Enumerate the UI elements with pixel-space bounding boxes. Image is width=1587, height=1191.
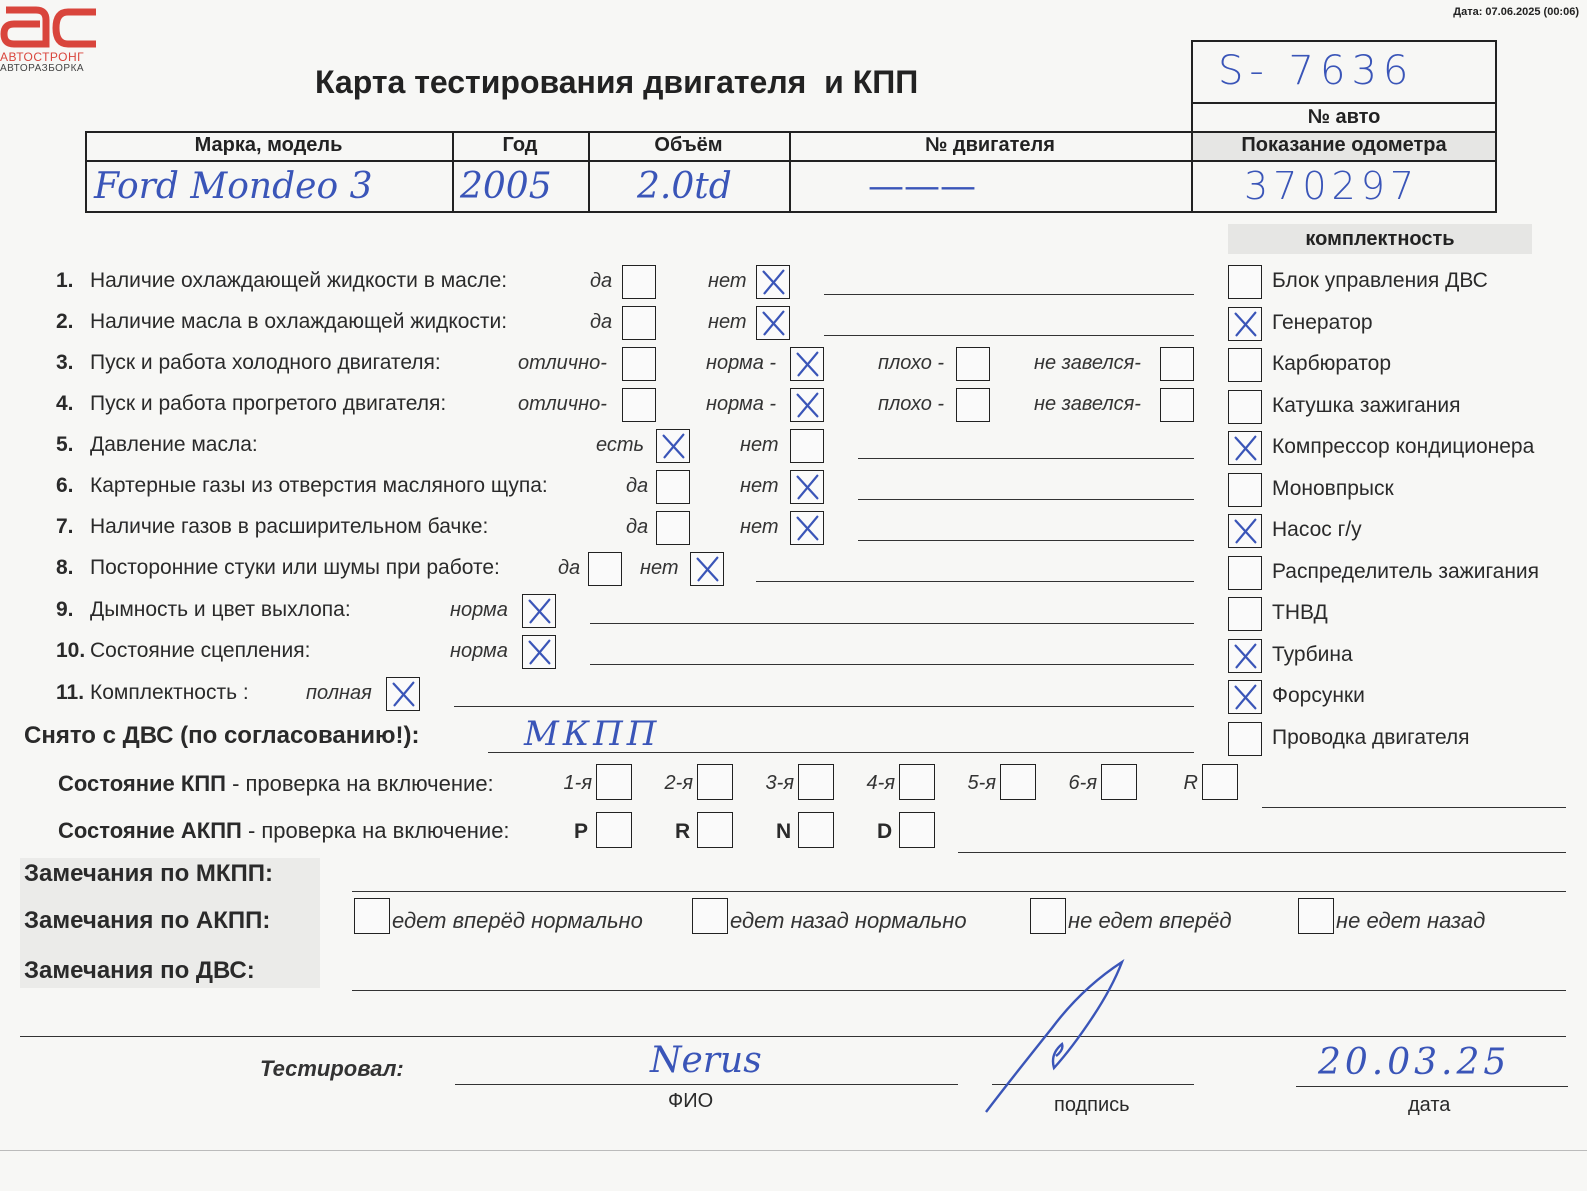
question-3-option-1-checkbox[interactable]	[790, 347, 824, 381]
date-caption: дата	[1408, 1094, 1451, 1116]
akpp-position-checkbox-0[interactable]	[596, 812, 632, 848]
option-label: отлично-	[518, 352, 607, 374]
logo-sub: АВТОРАЗБОРКА	[0, 63, 85, 74]
question-3-option-2-checkbox[interactable]	[956, 347, 990, 381]
option-label: да	[558, 557, 581, 579]
kit-checkbox-9[interactable]	[1228, 639, 1262, 673]
question-number: 4.	[56, 392, 74, 415]
question-text: Картерные газы из отверстия масляного щупа:	[90, 474, 548, 497]
kit-checkbox-0[interactable]	[1228, 265, 1262, 299]
gear-checkbox-2[interactable]	[798, 764, 834, 800]
name-line	[455, 1084, 958, 1085]
date-line	[1296, 1086, 1568, 1087]
header-col-odometer: Показание одометра	[1241, 134, 1447, 156]
answer-line	[858, 540, 1194, 541]
kit-checkbox-1[interactable]	[1228, 307, 1262, 341]
question-number: 6.	[56, 474, 74, 497]
header-col-model: Марка, модель	[194, 134, 343, 156]
answer-line	[590, 623, 1194, 624]
question-number: 8.	[56, 556, 74, 579]
removed-line	[488, 752, 1194, 753]
kit-item-label: Генератор	[1272, 310, 1373, 334]
question-number: 9.	[56, 598, 74, 621]
question-number: 11.	[56, 681, 85, 704]
option-label: норма	[450, 599, 508, 621]
kit-checkbox-2[interactable]	[1228, 348, 1262, 382]
model-value[interactable]: Ford Mondeo 3	[94, 166, 373, 207]
akpp-remark-label: не едет назад	[1336, 908, 1486, 933]
akpp-position-label: N	[776, 820, 792, 843]
kit-checkbox-4[interactable]	[1228, 431, 1262, 465]
kit-item-label: Моновпрыск	[1272, 476, 1394, 500]
option-label: да	[626, 475, 649, 497]
akpp-label-rest: - проверка на включение:	[241, 818, 510, 843]
question-6-option-1-checkbox[interactable]	[790, 470, 824, 504]
akpp-position-label: P	[574, 820, 589, 843]
akpp-position-checkbox-2[interactable]	[798, 812, 834, 848]
question-text: Дымность и цвет выхлопа:	[90, 598, 351, 621]
akpp-position-checkbox-3[interactable]	[899, 812, 935, 848]
akpp-remark-checkbox-3[interactable]	[1298, 898, 1334, 934]
kpp-label-rest: - проверка на включение:	[225, 771, 494, 796]
removed-value[interactable]: МКПП	[524, 714, 661, 754]
logo	[0, 0, 104, 78]
question-text: Пуск и работа холодного двигателя:	[90, 351, 441, 374]
gear-label: 4-я	[866, 772, 895, 794]
question-text: Наличие масла в охлаждающей жидкости:	[90, 310, 508, 333]
question-3-option-3-checkbox[interactable]	[1160, 347, 1194, 381]
question-7-option-1-checkbox[interactable]	[790, 511, 824, 545]
header-row-divider	[85, 160, 1497, 162]
akpp-remark-checkbox-1[interactable]	[692, 898, 728, 934]
answer-line	[858, 458, 1194, 459]
question-8-option-0-checkbox[interactable]	[588, 552, 622, 586]
gear-checkbox-4[interactable]	[1000, 764, 1036, 800]
gear-label: 6-я	[1068, 772, 1097, 794]
option-label: нет	[708, 311, 747, 333]
question-number: 1.	[56, 269, 74, 292]
tested-label: Тестировал:	[260, 1056, 404, 1081]
question-text: Пуск и работа прогретого двигателя:	[90, 392, 447, 415]
option-label: да	[590, 270, 613, 292]
removed-label: Снято с ДВС (по согласованию!):	[24, 722, 420, 749]
question-text: Наличие охлаждающей жидкости в масле:	[90, 269, 508, 292]
question-number: 2.	[56, 310, 74, 333]
question-number: 7.	[56, 515, 74, 538]
question-number: 10.	[56, 639, 86, 662]
option-label: не завелся-	[1034, 393, 1141, 415]
kit-checkbox-8[interactable]	[1228, 597, 1262, 631]
question-number: 3.	[56, 351, 74, 374]
question-number: 5.	[56, 433, 74, 456]
page-edge-line	[0, 1150, 1587, 1151]
option-label: нет	[640, 557, 679, 579]
kit-checkbox-3[interactable]	[1228, 390, 1262, 424]
year-value[interactable]: 2005	[460, 166, 552, 207]
header-col-engine-no: № двигателя	[925, 134, 1055, 156]
option-label: отлично-	[518, 393, 607, 415]
kpp-line	[1262, 807, 1566, 808]
option-label: нет	[740, 516, 779, 538]
remarks-mkpp-label: Замечания по МКПП:	[24, 860, 274, 887]
question-4-option-3-checkbox[interactable]	[1160, 388, 1194, 422]
question-10-option-0-checkbox[interactable]	[522, 635, 556, 669]
question-4-option-2-checkbox[interactable]	[956, 388, 990, 422]
kpp-label-bold: Состояние КПП	[58, 771, 226, 796]
kit-item-label: Форсунки	[1272, 684, 1365, 707]
question-text: Давление масла:	[90, 433, 258, 456]
question-text: Посторонние стуки или шумы при работе:	[90, 556, 500, 579]
name-caption: ФИО	[668, 1090, 714, 1112]
answer-line	[824, 294, 1194, 295]
remarks-akpp-label: Замечания по АКПП:	[24, 907, 271, 934]
akpp-label	[58, 818, 510, 844]
signature-caption: подпись	[1054, 1094, 1130, 1116]
logo-mark-icon	[0, 0, 100, 48]
car-number-value[interactable]: S- 7636	[1218, 48, 1415, 94]
answer-line	[824, 335, 1194, 336]
logo-brand: АВТОСТРОНГ	[0, 50, 85, 64]
tester-name[interactable]: Nerus	[650, 1040, 762, 1081]
akpp-position-label: R	[675, 820, 691, 843]
engine-no-value[interactable]: ———	[868, 166, 976, 207]
kit-item-label: Распределитель зажигания	[1272, 559, 1540, 583]
question-1-option-0-checkbox[interactable]	[622, 265, 656, 299]
akpp-remark-checkbox-2[interactable]	[1030, 898, 1066, 934]
question-1-option-1-checkbox[interactable]	[756, 265, 790, 299]
kpp-label	[58, 771, 494, 797]
gear-checkbox-6[interactable]	[1202, 764, 1238, 800]
question-9-option-0-checkbox[interactable]	[522, 594, 556, 628]
akpp-remark-label: едет назад нормально	[730, 908, 967, 933]
answer-line	[454, 706, 1194, 707]
option-label: нет	[740, 434, 779, 456]
akpp-remark-checkbox-0[interactable]	[354, 898, 390, 934]
question-2-option-1-checkbox[interactable]	[756, 306, 790, 340]
kit-item-label: Турбина	[1272, 642, 1353, 666]
akpp-remark-label: едет вперёд нормально	[392, 908, 643, 933]
kit-checkbox-6[interactable]	[1228, 514, 1262, 548]
question-2-option-0-checkbox[interactable]	[622, 306, 656, 340]
gear-checkbox-0[interactable]	[596, 764, 632, 800]
kit-item-label: ТНВД	[1272, 601, 1328, 624]
remarks-dvs-line	[352, 990, 1566, 991]
question-4-option-0-checkbox[interactable]	[622, 388, 656, 422]
signature-image	[972, 958, 1152, 1118]
question-7-option-0-checkbox[interactable]	[656, 511, 690, 545]
question-4-option-1-checkbox[interactable]	[790, 388, 824, 422]
kit-item-label: Блок управления ДВС	[1272, 269, 1488, 292]
header-col-volume: Объём	[654, 134, 723, 156]
option-label: да	[590, 311, 613, 333]
option-label: норма -	[706, 393, 777, 415]
gear-label: 1-я	[563, 772, 592, 794]
option-label: нет	[708, 270, 747, 292]
question-text: Состояние сцепления:	[90, 639, 311, 662]
question-text: Наличие газов в расширительном бачке:	[90, 515, 489, 538]
kit-item-label: Насос г/у	[1272, 518, 1362, 541]
header-col-year: Год	[502, 134, 538, 156]
gear-label: 3-я	[765, 772, 794, 794]
option-label: плохо -	[878, 393, 945, 415]
kit-item-label: Карбюратор	[1272, 352, 1392, 375]
page-title: Карта тестирования двигателя и КПП	[315, 64, 919, 100]
question-5-option-1-checkbox[interactable]	[790, 429, 824, 463]
date-value[interactable]: 20.03.25	[1318, 1042, 1511, 1083]
gear-label: R	[1183, 772, 1198, 794]
remarks-dvs-label: Замечания по ДВС:	[24, 957, 255, 984]
answer-line	[590, 664, 1194, 665]
gear-label: 2-я	[664, 772, 693, 794]
option-label: плохо -	[878, 352, 945, 374]
question-3-option-0-checkbox[interactable]	[622, 347, 656, 381]
answer-line	[756, 581, 1194, 582]
question-text: Комплектность :	[90, 681, 249, 704]
volume-value[interactable]: 2.0td	[637, 166, 732, 207]
option-label: да	[626, 516, 649, 538]
question-8-option-1-checkbox[interactable]	[690, 552, 724, 586]
gear-label: 5-я	[967, 772, 996, 794]
kit-item-label: Проводка двигателя	[1272, 725, 1470, 749]
option-label: полная	[306, 682, 372, 704]
gear-checkbox-1[interactable]	[697, 764, 733, 800]
remarks-mkpp-line	[352, 891, 1566, 892]
kit-item-label: Компрессор кондиционера	[1272, 435, 1535, 458]
gear-checkbox-5[interactable]	[1101, 764, 1137, 800]
kit-item-label: Катушка зажигания	[1272, 393, 1461, 417]
akpp-position-checkbox-1[interactable]	[697, 812, 733, 848]
akpp-label-bold: Состояние АКПП	[58, 818, 242, 843]
answer-line	[858, 499, 1194, 500]
question-11-option-0-checkbox[interactable]	[386, 677, 420, 711]
car-number-label: № авто	[1307, 106, 1381, 128]
option-label: норма -	[706, 352, 777, 374]
option-label: норма	[450, 640, 508, 662]
akpp-line	[958, 852, 1566, 853]
option-label: нет	[740, 475, 779, 497]
kit-title: комплектность	[1305, 228, 1455, 250]
kit-checkbox-10[interactable]	[1228, 680, 1262, 714]
remarks-dvs-line-2	[20, 1036, 1566, 1037]
odometer-value[interactable]: 370297	[1244, 164, 1420, 208]
gear-checkbox-3[interactable]	[899, 764, 935, 800]
akpp-position-label: D	[877, 820, 893, 843]
kit-checkbox-5[interactable]	[1228, 473, 1262, 507]
stamp-date: Дата: 07.06.2025 (00:06)	[1453, 6, 1579, 18]
option-label: не завелся-	[1034, 352, 1141, 374]
kit-checkbox-7[interactable]	[1228, 556, 1262, 590]
option-label: есть	[596, 434, 645, 456]
akpp-remark-label: не едет вперёд	[1068, 908, 1232, 933]
question-6-option-0-checkbox[interactable]	[656, 470, 690, 504]
kit-checkbox-11[interactable]	[1228, 722, 1262, 756]
question-5-option-0-checkbox[interactable]	[656, 429, 690, 463]
